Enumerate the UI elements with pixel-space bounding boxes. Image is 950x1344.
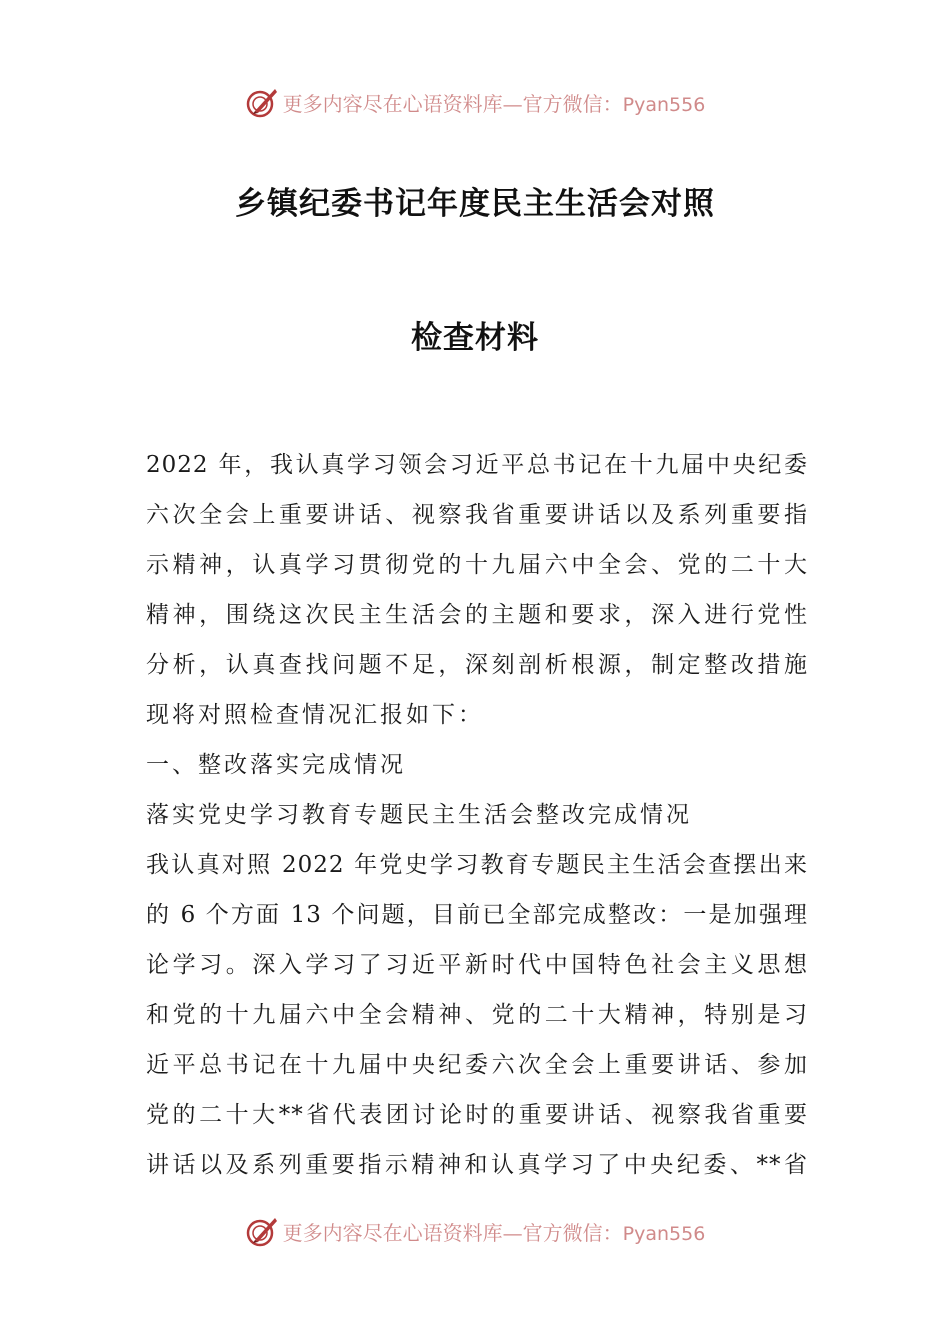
document-body xyxy=(146,440,808,1190)
watermark-header xyxy=(0,82,950,122)
body-line: 精神，围绕这次民主生活会的主题和要求，深入进行党性 xyxy=(146,602,808,628)
body-line: 现将对照检查情况汇报如下： xyxy=(146,702,484,728)
body-line: 近平总书记在十九届中央纪委六次全会上重要讲话、参加 xyxy=(146,1052,808,1078)
document-title-line-1: 乡镇纪委书记年度民主生活会对照 xyxy=(235,186,715,222)
pen-logo-icon xyxy=(245,85,279,119)
body-line: 的 6 个方面 13 个问题，目前已全部完成整改：一是加强理 xyxy=(146,902,808,928)
body-line: 讲话以及系列重要指示精神和认真学习了中央纪委、**省 xyxy=(146,1152,808,1178)
pen-logo-icon xyxy=(245,1214,279,1248)
watermark-wechat-id: Pyan556 xyxy=(622,93,706,116)
body-line: 示精神，认真学习贯彻党的十九届六中全会、党的二十大 xyxy=(146,552,808,578)
watermark-wechat-id: Pyan556 xyxy=(622,1222,706,1245)
body-line: 2022 年，我认真学习领会习近平总书记在十九届中央纪委 xyxy=(146,452,808,478)
document-title-line-2: 检查材料 xyxy=(411,320,539,356)
body-line: 六次全会上重要讲话、视察我省重要讲话以及系列重要指 xyxy=(146,502,808,528)
section-heading: 一、整改落实完成情况 xyxy=(146,752,406,778)
body-line: 分析，认真查找问题不足，深刻剖析根源，制定整改措施 xyxy=(146,652,808,678)
subsection-heading: 落实党史学习教育专题民主生活会整改完成情况 xyxy=(146,802,692,828)
watermark-text: 更多内容尽在心语资料库—官方微信： xyxy=(282,1220,623,1245)
body-line: 论学习。深入学习了习近平新时代中国特色社会主义思想 xyxy=(146,952,808,978)
body-line: 党的二十大**省代表团讨论时的重要讲话、视察我省重要 xyxy=(146,1102,808,1128)
watermark-footer xyxy=(0,1211,950,1251)
watermark-text: 更多内容尽在心语资料库—官方微信： xyxy=(282,91,623,116)
body-line: 我认真对照 2022 年党史学习教育专题民主生活会查摆出来 xyxy=(146,852,808,878)
body-line: 和党的十九届六中全会精神、党的二十大精神，特别是习 xyxy=(146,1002,808,1028)
